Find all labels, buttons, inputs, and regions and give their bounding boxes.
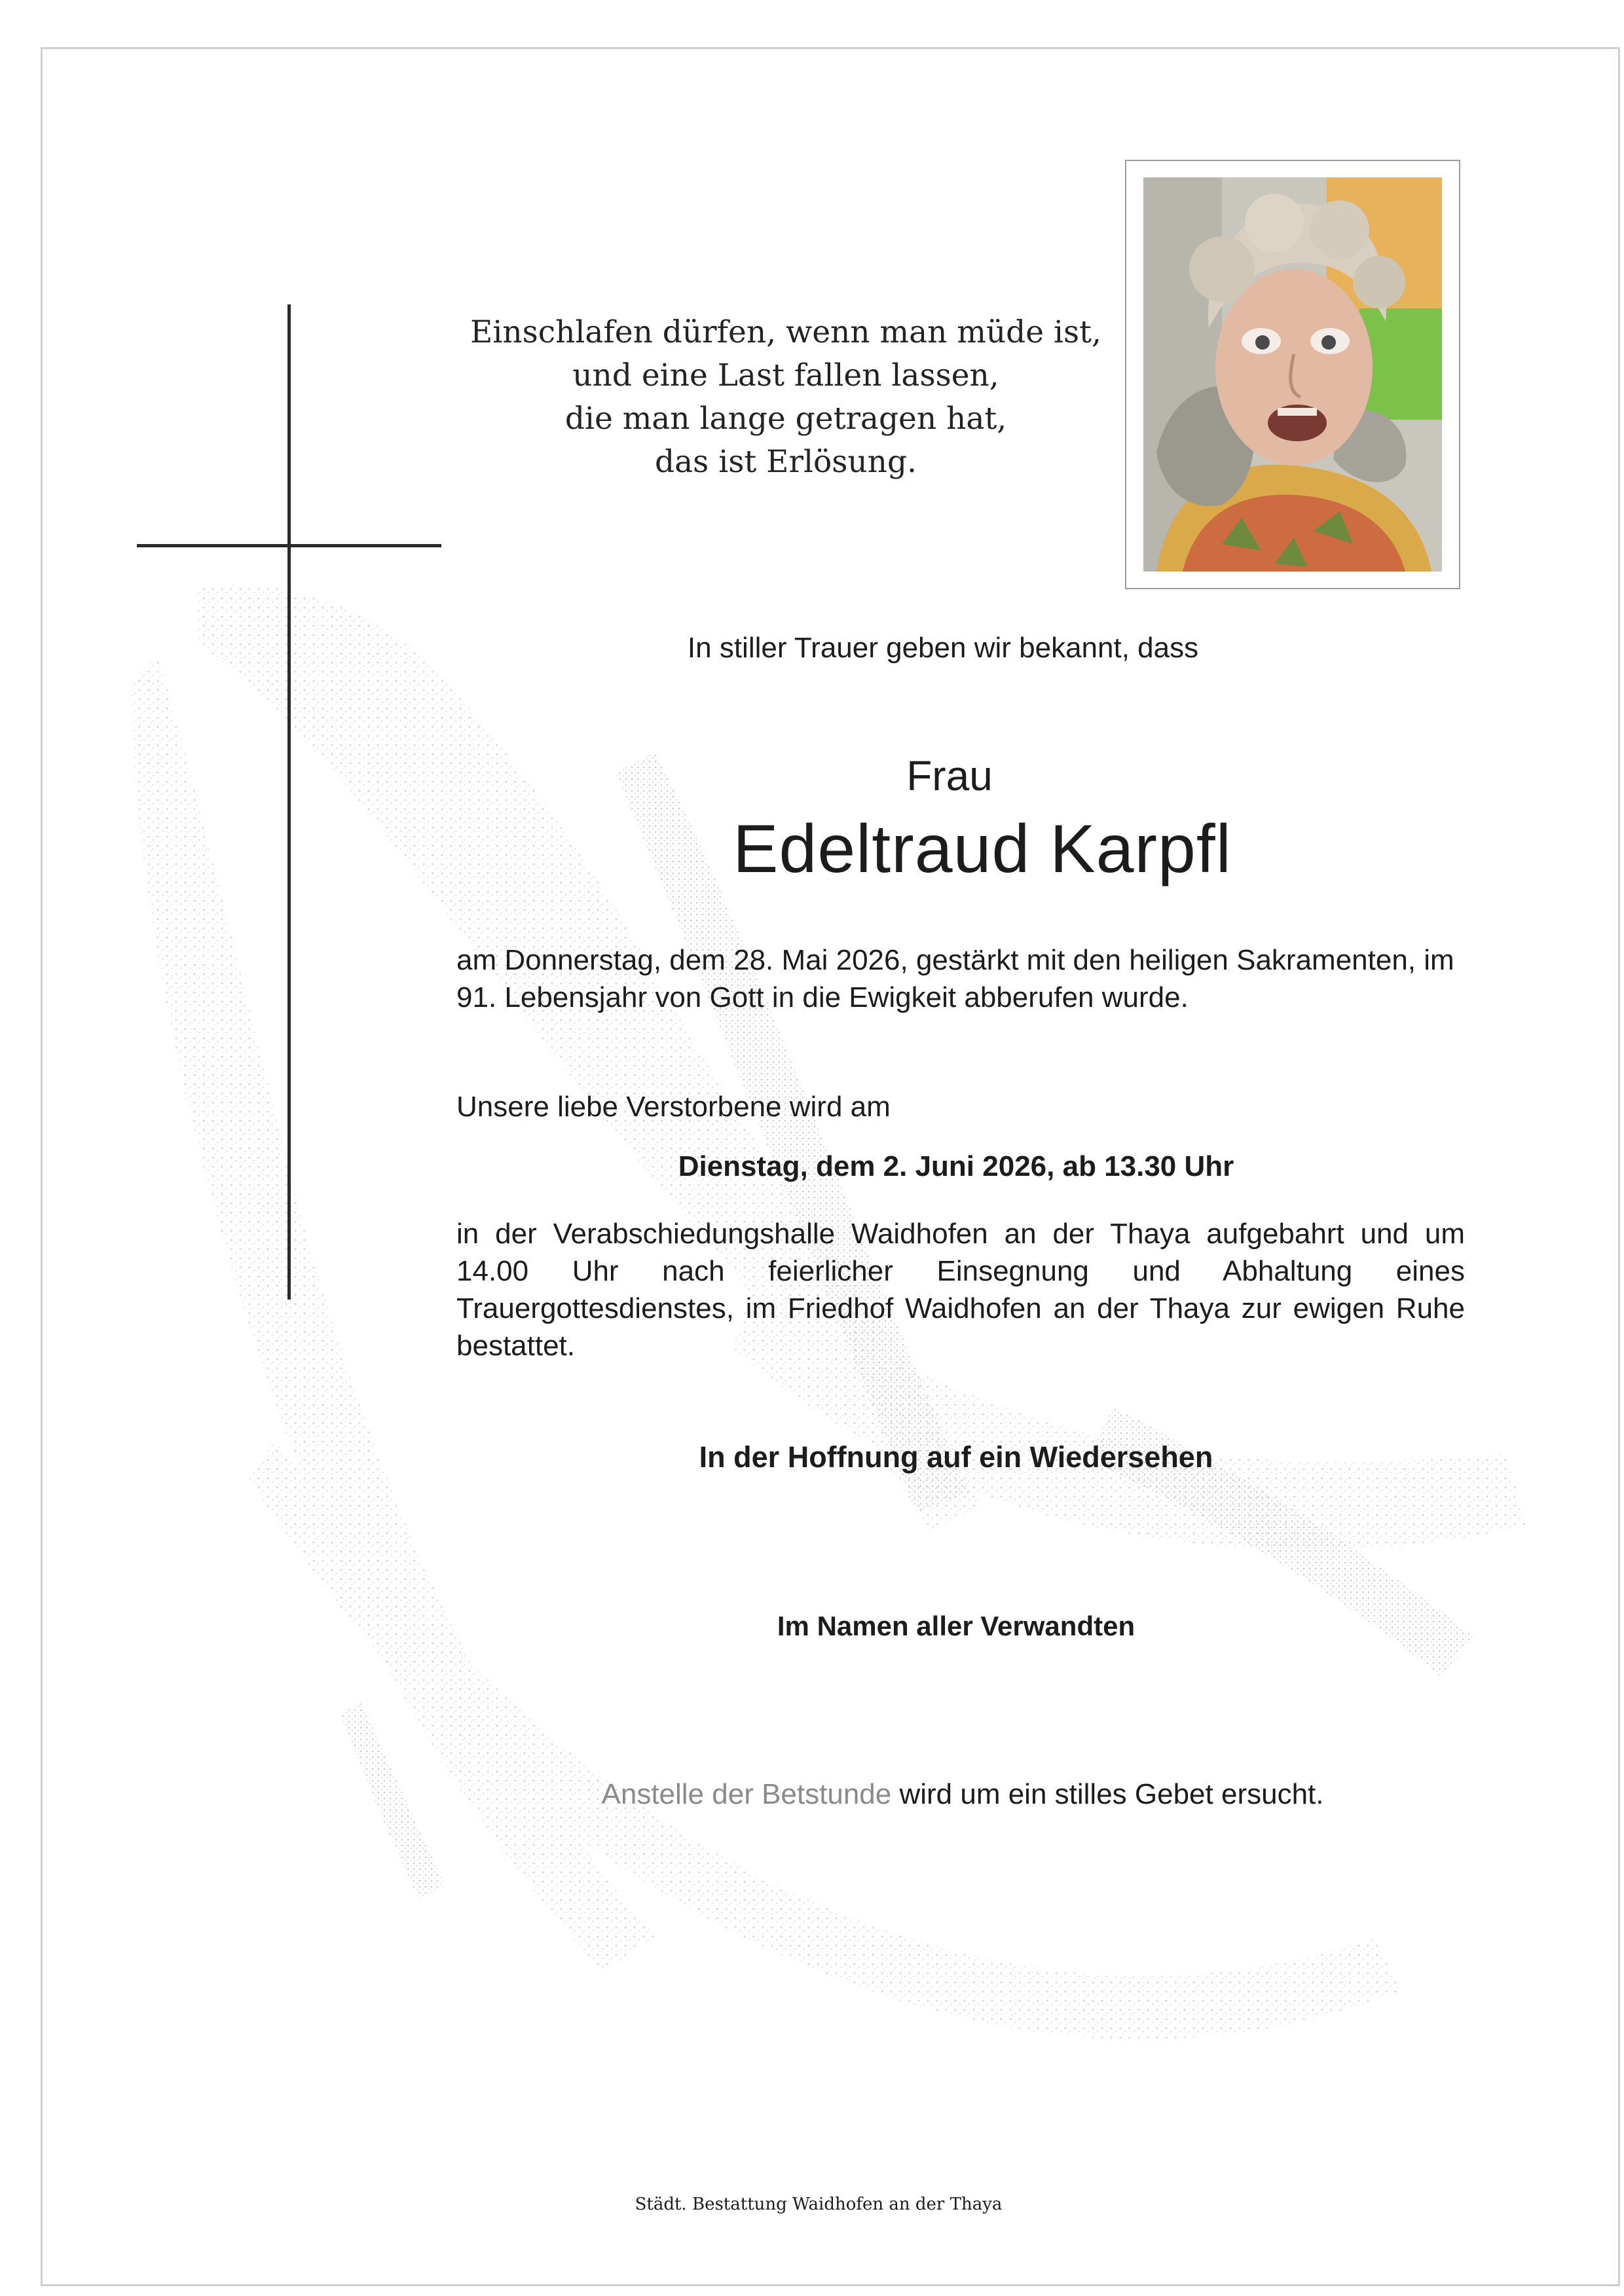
verse-line: Einschlafen dürfen, wenn man müde ist, — [470, 314, 1101, 350]
hope-line: In der Hoffnung auf ein Wiedersehen — [699, 1440, 1213, 1474]
latin-cross-icon-bar — [137, 544, 441, 547]
prayer-request-rest: wird um ein stilles Gebet ersucht. — [891, 1778, 1324, 1810]
portrait-photo-frame — [1125, 160, 1460, 589]
portrait-photo — [1143, 177, 1442, 572]
funeral-details: in der Verabschiedungshalle Waidhofen an der Thaya aufgebahrt und um 14.00 Uhr nach feierlicher Einsegnung und Abhaltung eines Trauergottesdienstes, im Friedhof Waidhofen an der Thaya zur ewigen Ruhe bestattet. — [456, 1218, 1465, 1362]
deceased-name: Edeltraud Karpfl — [733, 811, 1232, 887]
latin-cross-icon — [287, 304, 291, 1300]
memorial-verse — [458, 311, 1113, 484]
funeral-date: Dienstag, dem 2. Juni 2026, ab 13.30 Uhr — [678, 1150, 1234, 1182]
announcement-intro: In stiller Trauer geben wir bekannt, dass — [687, 632, 1199, 664]
verse-line: das ist Erlösung. — [655, 444, 917, 480]
funeral-home-name: Städt. Bestattung Waidhofen an der Thaya — [635, 2195, 1003, 2214]
salutation: Frau — [906, 752, 993, 799]
prayer-request — [458, 1778, 1467, 1811]
verse-line: und eine Last fallen lassen, — [572, 357, 999, 393]
verse-line: die man lange getragen hat, — [564, 401, 1007, 437]
death-announcement: am Donnerstag, dem 28. Mai 2026, gestärkt mit den heiligen Sakramenten, im 91. Lebensjahr von Gott in die Ewigkeit abberufen wurde. — [456, 944, 1454, 1013]
family-signature: Im Namen aller Verwandten — [777, 1611, 1135, 1641]
lying-in-state-intro: Unsere liebe Verstorbene wird am — [456, 1091, 891, 1123]
prayer-request-lead: Anstelle der Betstunde — [601, 1778, 892, 1810]
